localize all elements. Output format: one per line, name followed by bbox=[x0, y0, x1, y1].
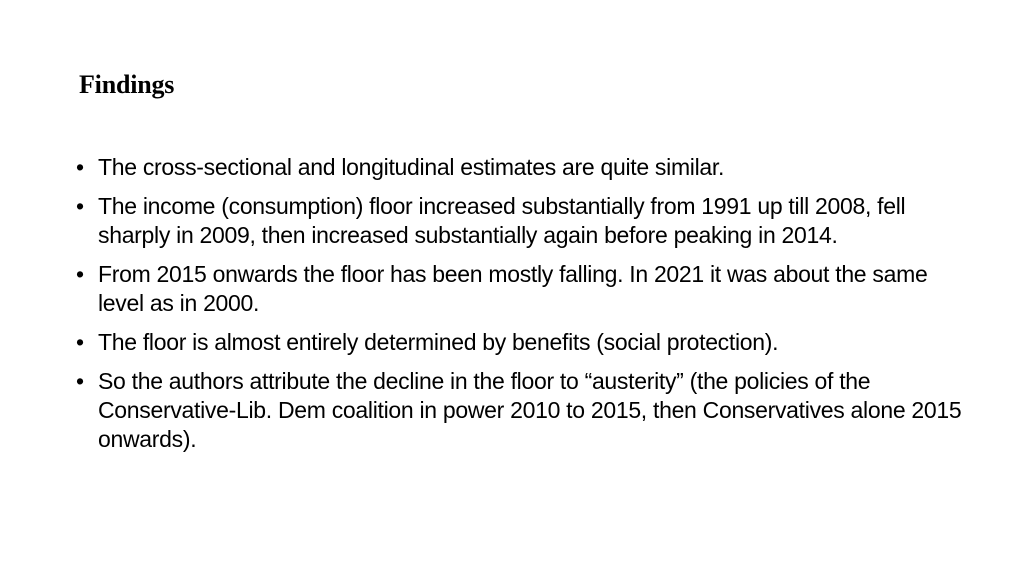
bullet-item bbox=[74, 260, 974, 318]
bullet-item bbox=[74, 153, 974, 182]
bullet-item bbox=[74, 192, 974, 250]
bullet-text: The cross-sectional and longitudinal estimates are quite similar. bbox=[98, 154, 725, 180]
bullet-dot-icon: • bbox=[76, 154, 84, 180]
bullet-dot-icon: • bbox=[76, 368, 84, 394]
bullet-text: The floor is almost entirely determined by benefits (social protection). bbox=[98, 329, 779, 355]
bullet-dot-icon: • bbox=[76, 261, 84, 287]
bullet-item bbox=[74, 367, 974, 454]
bullet-item bbox=[74, 328, 974, 357]
bullet-list bbox=[74, 153, 974, 464]
bullet-text: From 2015 onwards the floor has been mostly falling. In 2021 it was about the same level as in 2000. bbox=[98, 261, 928, 316]
bullet-dot-icon: • bbox=[76, 193, 84, 219]
slide-title: Findings bbox=[79, 70, 175, 99]
bullet-text: The income (consumption) floor increased substantially from 1991 up till 2008, fell sharply in 2009, then increased substantially again before peaking in 2014. bbox=[98, 193, 906, 248]
bullet-dot-icon: • bbox=[76, 329, 84, 355]
bullet-text: So the authors attribute the decline in the floor to “austerity” (the policies of the Conservative-Lib. Dem coalition in power 2010 to 2015, then Conservatives alone 2015 onwards). bbox=[98, 368, 962, 452]
